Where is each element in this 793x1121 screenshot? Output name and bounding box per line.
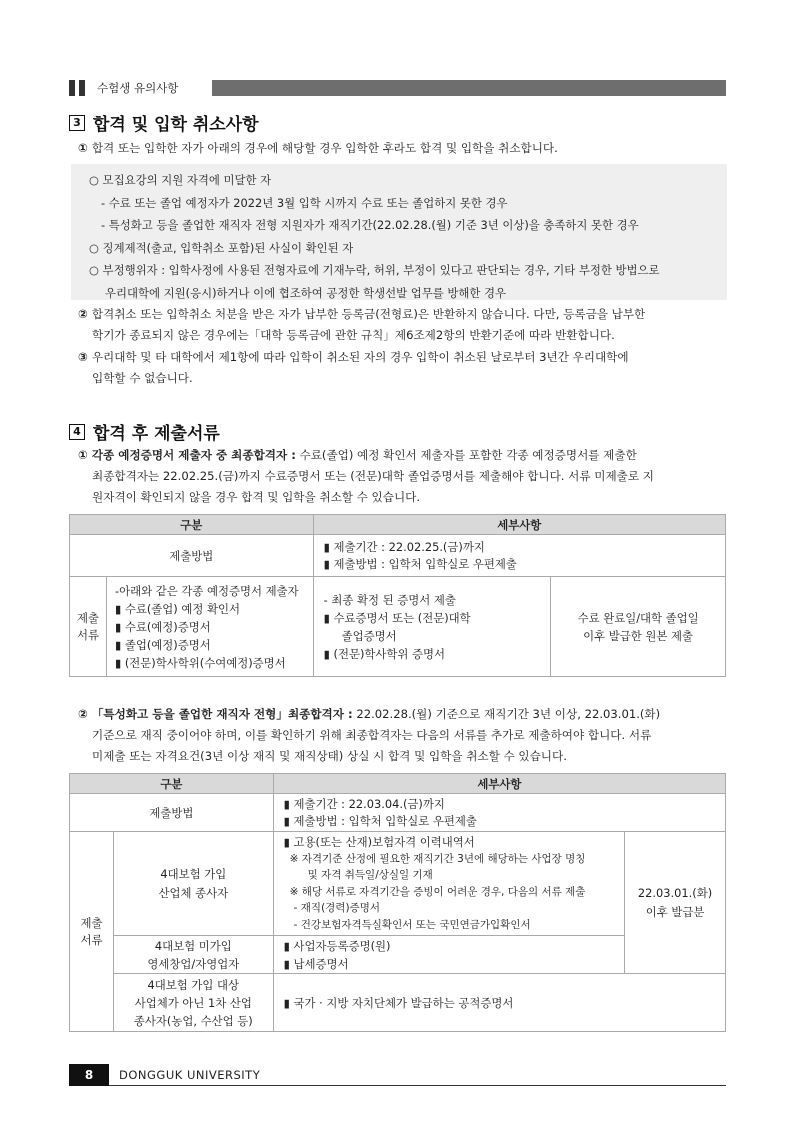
cell-line: ▮ 고용(또는 산재)보험자격 이력내역서 <box>283 835 475 849</box>
box-line: 우리대학에 지원(응시)하거나 이에 협조하여 공정한 학생선발 업무를 방해한 경우 <box>105 285 506 300</box>
cell-line: 제출 <box>80 915 103 930</box>
documents-table-1 <box>69 514 726 677</box>
cell-line: ▮ 제출기간 : 22.03.04.(금)까지 <box>283 796 445 811</box>
cell-line: 졸업증명서 <box>341 628 397 643</box>
para-text: 최종합격자는 22.02.25.(금)까지 수료증명서 또는 (전문)대학 졸업증명서를 제출해야 합니다. 서류 미제출로 지 <box>92 469 654 483</box>
cell-line: 산업체 종사자 <box>158 885 229 900</box>
documents-table-2 <box>69 773 726 1032</box>
box-line: ○ 부정행위자 : 입학사정에 사용된 전형자료에 기재누락, 허위, 부정이 있다고 판단되는 경우, 기타 부정한 방법으로 <box>89 263 660 277</box>
para-text: 학기가 종료되지 않은 경우에는「대학 등록금에 관한 규칙」제6조제2항의 반환기준에 따라 반환합니다. <box>92 328 615 342</box>
para-text: 기준으로 재직 중이어야 하며, 이를 확인하기 위해 최종합격자는 다음의 서류를 추가로 제출하여야 합니다. 서류 <box>92 728 652 742</box>
section-header-bar <box>69 79 726 97</box>
header-bars-icon <box>69 80 85 96</box>
cell-line: 서류 <box>80 932 103 947</box>
cell-line: ▮ 수료(예정)증명서 <box>114 619 211 634</box>
circle-number: ① <box>78 448 88 462</box>
table-cell <box>551 577 726 677</box>
table-cell <box>70 577 107 677</box>
section-number: 4 <box>69 424 85 440</box>
sec3-para-3 <box>78 347 728 389</box>
para-text: 합격 또는 입학한 자가 아래의 경우에 해당할 경우 입학한 후라도 합격 및 입학을 취소합니다. <box>91 141 558 155</box>
table-cell <box>113 974 273 1032</box>
cell-line: -아래와 같은 각종 예정증명서 제출자 <box>114 583 299 598</box>
table-header: 세부사항 <box>313 515 725 535</box>
cell-line: ▮ (전문)학사학위 증명서 <box>323 646 446 661</box>
table-header: 구분 <box>70 515 314 535</box>
page-number: 8 <box>69 1064 109 1086</box>
table-cell <box>106 577 313 677</box>
cell-line: 및 자격 취득일/상실일 기재 <box>307 869 433 881</box>
circle-number: ③ <box>78 350 88 364</box>
cell-line: ▮ (전문)학사학위(수여예정)증명서 <box>114 655 286 670</box>
table-cell <box>273 936 624 974</box>
cell-line: 사업체가 아닌 1차 산업 <box>134 995 252 1010</box>
box-line: - 수료 또는 졸업 예정자가 2022년 3월 입학 시까지 수료 또는 졸업하지 못한 경우 <box>101 195 508 210</box>
section-number: 3 <box>69 115 85 131</box>
section-4-title <box>69 419 220 444</box>
sec4-para-1 <box>78 445 728 508</box>
table-cell <box>625 832 726 974</box>
circle-number: ② <box>78 707 88 721</box>
cell-line: 영세창업/자영업자 <box>147 956 240 971</box>
cell-line: 이후 발급한 원본 제출 <box>583 628 694 643</box>
para-bold: 각종 예정증명서 제출자 중 최종합격자 : <box>91 448 296 462</box>
table-cell: 제출방법 <box>70 535 314 577</box>
cell-line: 종사자(농업, 수산업 등) <box>133 1013 253 1028</box>
cell-line: - 재직(경력)증명서 <box>293 902 380 914</box>
cell-line: 4대보험 미가입 <box>154 938 232 953</box>
para-text: 입학할 수 없습니다. <box>92 371 193 385</box>
sec3-para-1 <box>78 138 728 159</box>
cell-line: 수료 완료일/대학 졸업일 <box>577 610 699 625</box>
section-3-title <box>69 110 259 135</box>
cell-line: ▮ 수료증명서 또는 (전문)대학 <box>323 610 471 625</box>
table-cell <box>113 832 273 936</box>
cell-line: 4대보험 가입 대상 <box>147 977 240 992</box>
circle-number: ② <box>78 307 88 321</box>
table-cell <box>70 832 114 1032</box>
table-cell <box>313 577 551 677</box>
circle-number: ① <box>78 141 88 155</box>
para-text: 수료(졸업) 예정 확인서 제출자를 포함한 각종 예정증명서를 제출한 <box>295 448 637 462</box>
box-line: ○ 모집요강의 지원 자격에 미달한 자 <box>89 173 272 187</box>
cell-line: 4대보험 가입 <box>160 866 227 881</box>
para-bold: 「특성화고 등을 졸업한 재직자 전형」최종합격자 : <box>91 707 353 721</box>
para-text: 원자격이 확인되지 않을 경우 합격 및 입학을 취소할 수 있습니다. <box>92 490 421 504</box>
cell-line: - 최종 확정 된 증명서 제출 <box>323 592 456 607</box>
table-cell <box>273 832 624 936</box>
table-cell: ▮ 국가 · 지방 자치단체가 발급하는 공적증명서 <box>273 974 725 1032</box>
cell-line: 22.03.01.(화) <box>637 885 713 900</box>
table-cell <box>113 936 273 974</box>
cell-line: ▮ 졸업(예정)증명서 <box>114 637 211 652</box>
cell-line: 이후 발급분 <box>645 904 705 919</box>
table-header: 세부사항 <box>273 774 725 794</box>
section-title-text: 합격 후 제출서류 <box>93 424 220 444</box>
para-text: 22.02.28.(월) 기준으로 재직기간 3년 이상, 22.03.01.(화) <box>352 707 661 721</box>
cell-line: 서류 <box>76 627 99 642</box>
table-cell: 제출방법 <box>70 794 274 832</box>
cancel-conditions-box <box>71 164 727 300</box>
cell-line: 제출 <box>76 610 99 625</box>
cell-line: - 건강보험자격득실확인서 또는 국민연금가입확인서 <box>293 918 531 931</box>
cell-line: ▮ 사업자등록증명(원) <box>283 938 391 953</box>
page-footer <box>69 1064 726 1086</box>
sec3-para-2 <box>78 304 728 346</box>
university-name: DONGGUK UNIVERSITY <box>119 1067 261 1082</box>
cell-line: ▮ 제출방법 : 입학처 입학실로 우편제출 <box>323 556 517 571</box>
sec4-para-2 <box>78 704 728 767</box>
box-line: - 특성화고 등을 졸업한 재직자 전형 지원자가 재직기간(22.02.28.(월) 기준 3년 이상)을 충족하지 못한 경우 <box>101 218 639 232</box>
cell-line: ▮ 제출방법 : 입학처 입학실로 우편제출 <box>283 813 477 828</box>
para-text: 우리대학 및 타 대학에서 제1항에 따라 입학이 취소된 자의 경우 입학이 취소된 날로부터 3년간 우리대학에 <box>91 350 629 364</box>
header-fill <box>212 80 726 96</box>
cell-line: ▮ 납세증명서 <box>283 956 349 971</box>
section-label: 수험생 유의사항 <box>97 81 179 95</box>
cell-line: ※ 자격기준 산정에 필요한 재직기간 3년에 해당하는 사업장 명칭 <box>289 852 586 865</box>
box-line: ○ 징계제적(출교, 입학취소 포함)된 사실이 확인된 자 <box>89 240 354 255</box>
section-title-text: 합격 및 입학 취소사항 <box>93 115 259 135</box>
cell-line: ▮ 제출기간 : 22.02.25.(금)까지 <box>323 539 485 554</box>
cell-line: ※ 해당 서류로 자격기간을 증빙이 어려운 경우, 다음의 서류 제출 <box>289 885 586 898</box>
table-cell <box>313 535 725 577</box>
table-cell <box>273 794 725 832</box>
cell-line: ▮ 수료(졸업) 예정 확인서 <box>114 601 241 616</box>
para-text: 합격취소 또는 입학취소 처분을 받은 자가 납부한 등록금(전형료)은 반환하지 않습니다. 다만, 등록금을 납부한 <box>91 307 646 321</box>
table-header: 구분 <box>70 774 274 794</box>
para-text: 미제출 또는 자격요건(3년 이상 재직 및 재직상태) 상실 시 합격 및 입학을 취소할 수 있습니다. <box>92 749 567 763</box>
